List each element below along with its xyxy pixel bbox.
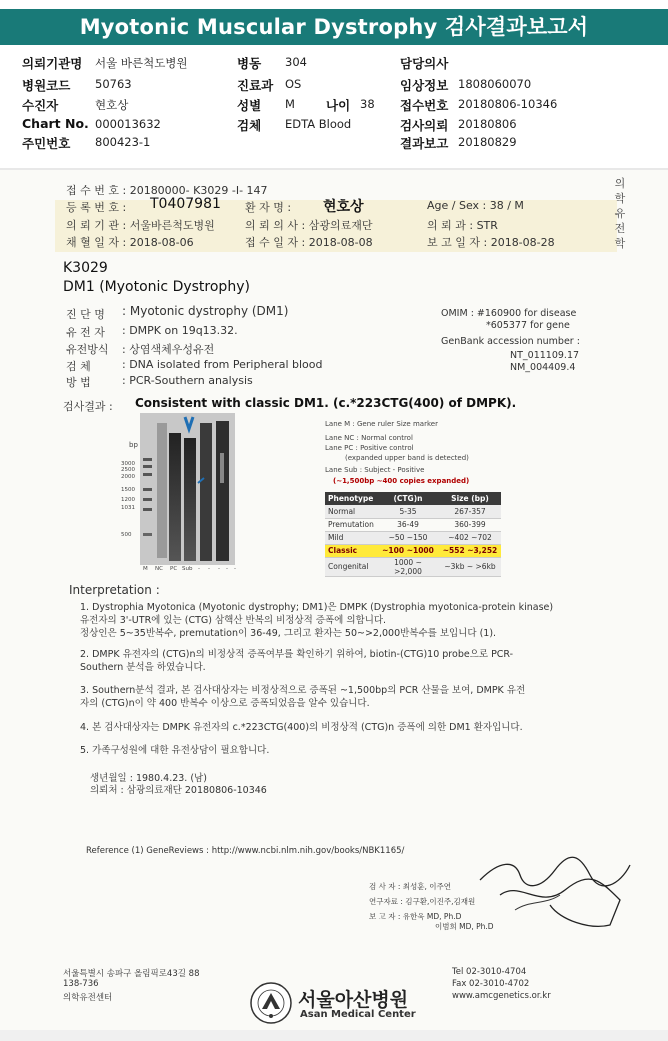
- gel-lane-label: -: [226, 566, 228, 572]
- gel-marker-label: 1200: [121, 497, 135, 503]
- test-name: DM1 (Myotonic Dystrophy): [63, 279, 250, 295]
- age-value: 38: [360, 97, 375, 111]
- phenotype-header-cell: (CTG)n: [377, 492, 439, 505]
- phenotype-row: [325, 544, 501, 557]
- report-date-line: 보 고 일 자 : 2018-08-28: [427, 236, 555, 249]
- report-date-label: 결과보고: [400, 136, 449, 151]
- gel-marker-label: 2000: [121, 474, 135, 480]
- dept-value: OS: [285, 77, 302, 91]
- omim-line-2: *605377 for gene: [486, 320, 570, 331]
- reg-label: 등 록 번 호 :: [66, 201, 127, 214]
- inherit-label: 유전방식: [66, 343, 109, 356]
- fax: Fax 02-3010-4702: [452, 979, 530, 989]
- sex-label: 성별: [237, 98, 262, 113]
- phenotype-cell: Premutation: [325, 518, 377, 531]
- reg-number: T0407981: [150, 196, 221, 212]
- phenotype-cell: 360-399: [439, 518, 501, 531]
- phenotype-cell: Normal: [325, 505, 377, 518]
- request-value: 20180806: [458, 117, 517, 131]
- sex-value: M: [285, 97, 295, 111]
- zip-code: 138-736: [63, 979, 99, 989]
- interp-item-2: 2. DMPK 유전자의 (CTG)n의 비정상적 증폭여부를 확인하기 위하여, biotin-(CTG)10 probe으로 PCR- Southern 분석을 하였습니다.: [80, 649, 514, 673]
- phenotype-row: [325, 518, 501, 531]
- signature: [470, 850, 640, 940]
- phenotype-header-row: [325, 492, 501, 505]
- gel-marker-label: 500: [121, 532, 132, 538]
- ward-label: 병동: [237, 56, 262, 71]
- accession-value: 20180806-10346: [458, 97, 558, 111]
- agesex-line: Age / Sex : 38 / M: [427, 199, 524, 212]
- vertical-label-char: 학: [614, 237, 626, 250]
- reference-line: Reference (1) GeneReviews : http://www.ncbi.nlm.nih.gov/books/NBK1165/: [86, 846, 405, 856]
- requester-line: 의뢰처 : 삼광의료재단 20180806-10346: [90, 785, 267, 796]
- summary-block: [0, 50, 668, 168]
- phenotype-cell: ~3kb ~ >6kb: [439, 557, 501, 576]
- method-value: : PCR-Southern analysis: [122, 374, 253, 387]
- specimen-value: EDTA Blood: [285, 117, 352, 131]
- dx-value: : Myotonic dystrophy (DM1): [122, 304, 289, 318]
- gel-marker-label: 2500: [121, 467, 135, 473]
- phenotype-header-cell: Size (bp): [439, 492, 501, 505]
- patient-value: 현호상: [95, 98, 129, 112]
- patient-label: 수진자: [22, 98, 59, 113]
- phenotype-cell: ~100 ~1000: [377, 544, 439, 557]
- phenotype-cell: 36-49: [377, 518, 439, 531]
- phenotype-row: [325, 505, 501, 518]
- hospital-name-en: Asan Medical Center: [300, 1009, 416, 1020]
- genbank-2: NM_004409.4: [510, 362, 576, 373]
- phenotype-table: [325, 492, 501, 577]
- vertical-label-char: 유: [614, 207, 626, 220]
- legend-lane-pc: Lane PC : Positive control: [325, 444, 414, 452]
- receipt-line: 접 수 번 호 : 20180000- K3029 -I- 147: [66, 184, 268, 197]
- hospital-code-label: 병원코드: [22, 78, 71, 93]
- institution-line: 의 뢰 기 관 : 서울바른척도병원: [66, 219, 215, 232]
- gel-lane-label: NC: [155, 566, 163, 572]
- result-label: 검사결과 :: [63, 400, 113, 413]
- interp-item-4: 4. 본 검사대상자는 DMPK 유전자의 c.*223CTG(400)의 비정상적 (CTG)n 증폭에 의한 DM1 환자입니다.: [80, 722, 523, 733]
- gel-lane-label: Sub: [182, 566, 193, 572]
- examiner-line: 검 사 자 : 최성훈, 이주연: [369, 882, 452, 891]
- center-name: 의학유전센터: [63, 993, 113, 1003]
- interp-item-1: 1. Dystrophia Myotonica (Myotonic dystrophy; DM1)은 DMPK (Dystrophia myotonica-protein kinase) 유전자의 3'-UTR에 있는 (CTG) 삼핵산 반복의 비정상적 증폭에 의합니다. 정상인은 5~35반복수, premutation이 36-49, 그리고 환자는 50~>2,000반복수를 보입니다 (1).: [80, 602, 554, 639]
- legend-lane-sub-note: (~1,500bp ~400 copies expanded): [333, 477, 470, 485]
- title-bar: [0, 0, 668, 49]
- reporter-line-2: 이범희 MD, Ph.D: [435, 922, 494, 931]
- age-label: 나이: [326, 98, 351, 113]
- gel-lane-label: M: [143, 566, 148, 572]
- hospital-name-kr: 서울아산병원: [298, 989, 409, 1011]
- interpretation-title: Interpretation :: [69, 583, 160, 597]
- ward-line: 의 뢰 과 : STR: [427, 219, 498, 232]
- phenotype-cell: Mild: [325, 531, 377, 544]
- chart-label: Chart No.: [22, 116, 89, 131]
- legend-lane-sub: Lane Sub : Subject - Positive: [325, 466, 425, 474]
- vertical-label-char: 의: [614, 177, 626, 190]
- receipt-date-line: 접 수 일 자 : 2018-08-08: [245, 236, 373, 249]
- resident-value: 800423-1: [95, 135, 151, 149]
- bottom-strip: [0, 1030, 668, 1041]
- accession-label: 접수번호: [400, 98, 449, 113]
- interp-item-3: 3. Southern분석 결과, 본 검사대상자는 비정상적으로 증폭된 ~1,500bp의 PCR 산물을 보여, DMPK 유전 자의 (CTG)n이 약 400 반복수 이상으로 증폭되었음을 알수 있습니다.: [80, 685, 526, 709]
- phenotype-cell: Classic: [325, 544, 377, 557]
- phenotype-cell: ~552 ~3,252: [439, 544, 501, 557]
- researcher-line: 연구자료 : 김구환,이진주,김재원: [369, 897, 476, 906]
- phenotype-row: [325, 531, 501, 544]
- gel-marker-label: 3000: [121, 461, 135, 467]
- phenotype-cell: ~402 ~702: [439, 531, 501, 544]
- test-code: K3029: [63, 260, 108, 276]
- clinical-label: 임상정보: [400, 78, 449, 93]
- inherit-value: : 상염색체우성유전: [122, 343, 215, 356]
- gel-marker-label: 1031: [121, 505, 135, 511]
- gene-label: 유 전 자: [66, 326, 105, 339]
- legend-lane-m: Lane M : Gene ruler Size marker: [325, 420, 438, 428]
- name-label: 환 자 명 :: [245, 201, 292, 214]
- phenotype-cell: 1000 ~ >2,000: [377, 557, 439, 576]
- institution-value: 서울 바른척도병원: [95, 56, 188, 70]
- request-label: 검사의뢰: [400, 118, 449, 133]
- collect-date-line: 채 혈 일 자 : 2018-08-06: [66, 236, 194, 249]
- genbank-label: GenBank accession number :: [441, 336, 580, 347]
- ward-value: 304: [285, 55, 307, 69]
- specimen-label: 검체: [237, 118, 262, 133]
- address-line: 서울특별시 송파구 올림픽로43길 88: [63, 969, 200, 979]
- doctor-line: 의 뢰 의 사 : 삼광의료재단: [245, 219, 373, 232]
- result-value: Consistent with classic DM1. (c.*223CTG(400) of DMPK).: [135, 396, 517, 410]
- interp-item-5: 5. 가족구성원에 대한 유전상담이 필요합니다.: [80, 745, 270, 756]
- gel-marker-label: 1500: [121, 487, 135, 493]
- hospital-code-value: 50763: [95, 77, 132, 91]
- phenotype-cell: 267-357: [439, 505, 501, 518]
- gel-lane-label: -: [208, 566, 210, 572]
- clinical-value: 1808060070: [458, 77, 532, 91]
- reporter-line: 보 고 자 : 유한욱 MD, Ph.D: [369, 912, 462, 921]
- report-date-value: 20180829: [458, 135, 517, 149]
- tel: Tel 02-3010-4704: [452, 967, 527, 977]
- birth-date: 생년월일 : 1980.4.23. (남): [90, 773, 207, 784]
- institution-label: 의뢰기관명: [22, 56, 83, 71]
- specimen-detail-label: 검 체: [66, 360, 91, 373]
- patient-name: 현호상: [323, 199, 364, 215]
- phenotype-cell: Congenital: [325, 557, 377, 576]
- phenotype-row: [325, 557, 501, 576]
- dx-label: 진 단 명: [66, 308, 105, 321]
- legend-lane-nc: Lane NC : Normal control: [325, 434, 413, 442]
- phenotype-cell: ~50 ~150: [377, 531, 439, 544]
- department-vertical-label: [613, 176, 627, 251]
- website-link[interactable]: www.amcgenetics.or.kr: [452, 991, 551, 1001]
- report-title: Myotonic Muscular Dystrophy 검사결과보고서: [0, 9, 668, 45]
- dept-label: 진료과: [237, 78, 274, 93]
- phenotype-cell: 5-35: [377, 505, 439, 518]
- doctor-label: 담당의사: [400, 56, 449, 71]
- asan-logo-icon: [250, 982, 292, 1024]
- omim-line: OMIM : #160900 for disease: [441, 308, 577, 319]
- gel-lane-label: -: [234, 566, 236, 572]
- gel-lane-label: PC: [170, 566, 178, 572]
- gel-image: [140, 413, 235, 565]
- legend-lane-pc-note: (expanded upper band is detected): [345, 454, 469, 462]
- resident-label: 주민번호: [22, 136, 71, 151]
- specimen-detail-value: : DNA isolated from Peripheral blood: [122, 358, 323, 371]
- chart-value: 000013632: [95, 117, 161, 131]
- gel-bands: [140, 413, 235, 565]
- vertical-label-char: 학: [614, 192, 626, 205]
- vertical-label-char: 전: [614, 222, 626, 235]
- gene-value: : DMPK on 19q13.32.: [122, 324, 238, 337]
- gel-ylabel: bp: [129, 441, 138, 449]
- phenotype-header-cell: Phenotype: [325, 492, 377, 505]
- genbank-1: NT_011109.17: [510, 350, 580, 361]
- gel-lane-label: -: [218, 566, 220, 572]
- gel-lane-label: -: [198, 566, 200, 572]
- method-label: 방 법: [66, 376, 91, 389]
